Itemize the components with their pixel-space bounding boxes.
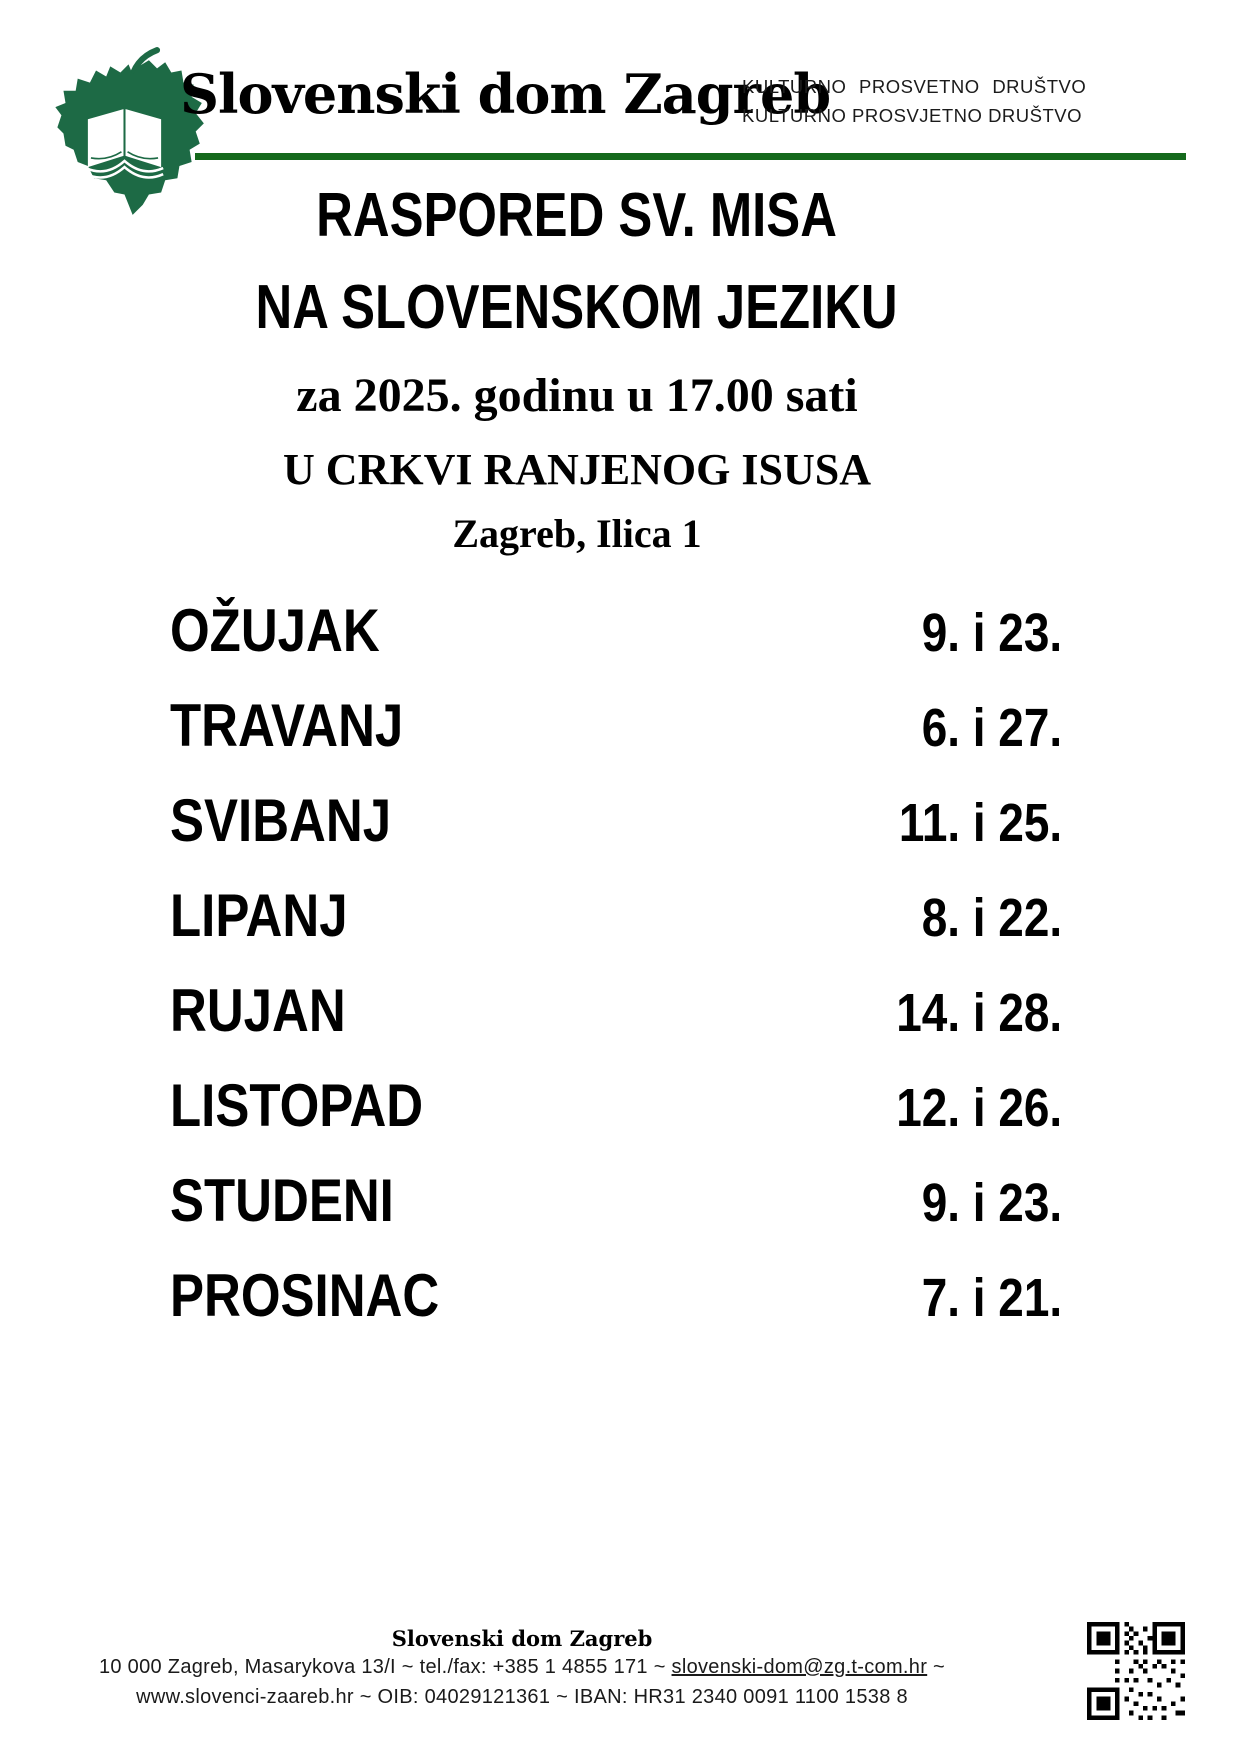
footer-address-line: 10 000 Zagreb, Masarykova 13/I ~ tel./fax: +385 1 4855 171 ~ slovenski-dom@zg.t-com.hr ~: [98, 1656, 946, 1678]
schedule-row: [170, 788, 1062, 883]
schedule-row: [170, 883, 1062, 978]
schedule-row: [170, 1073, 1062, 1168]
dates-value: 9. i 23.: [921, 603, 1062, 663]
subtitle-church: U CRKVI RANJENOG ISUSA: [283, 445, 871, 494]
org-subtitle: [742, 72, 1087, 130]
dates-value: 8. i 22.: [921, 888, 1062, 948]
org-subtitle-line2: KULTURNO PROSVJETNO DRUŠTVO: [742, 105, 1083, 126]
header-divider-rule: [195, 153, 1186, 160]
footer-info-line: www.slovenci-zaareb.hr ~ OIB: 04029121361 ~ IBAN: HR31 2340 0091 1100 1538 8: [136, 1686, 908, 1708]
dates-value: 11. i 25.: [898, 793, 1062, 853]
schedule-row: [170, 978, 1062, 1073]
schedule-row: [170, 1263, 1062, 1358]
dates-value: 6. i 27.: [921, 698, 1062, 758]
qr-code: [1087, 1622, 1185, 1720]
month-label: SVIBANJ: [170, 787, 392, 854]
month-label: RUJAN: [170, 977, 346, 1044]
month-label: OŽUJAK: [170, 597, 380, 664]
email-link[interactable]: slovenski-dom@zg.t-com.hr: [671, 1656, 928, 1678]
dates-value: 7. i 21.: [921, 1268, 1062, 1328]
subtitle-address: Zagreb, Ilica 1: [452, 511, 702, 556]
dates-value: 9. i 23.: [921, 1173, 1062, 1233]
schedule-row: [170, 1168, 1062, 1263]
month-label: STUDENI: [170, 1167, 394, 1234]
month-label: PROSINAC: [170, 1262, 440, 1329]
month-label: TRAVANJ: [170, 692, 404, 759]
schedule-row: [170, 693, 1062, 788]
mass-schedule-list: [170, 598, 1062, 1358]
month-label: LIPANJ: [170, 882, 348, 949]
dates-value: 12. i 26.: [896, 1078, 1062, 1138]
org-brand-title: Slovenski dom Zagreb: [180, 62, 831, 126]
month-label: LISTOPAD: [170, 1072, 424, 1139]
footer-block: [0, 1626, 1044, 1712]
subtitle-year-time: za 2025. godinu u 17.00 sati: [296, 369, 858, 422]
org-subtitle-line1: KULTURNO PROSVETNO DRUŠTVO: [742, 76, 1087, 97]
main-title-line2: NA SLOVENSKOM JEZIKU: [255, 273, 899, 342]
main-title-line1: RASPORED SV. MISA: [316, 181, 838, 250]
footer-brand: Slovenski dom Zagreb: [391, 1626, 653, 1651]
dates-value: 14. i 28.: [896, 983, 1062, 1043]
schedule-row: [170, 598, 1062, 693]
